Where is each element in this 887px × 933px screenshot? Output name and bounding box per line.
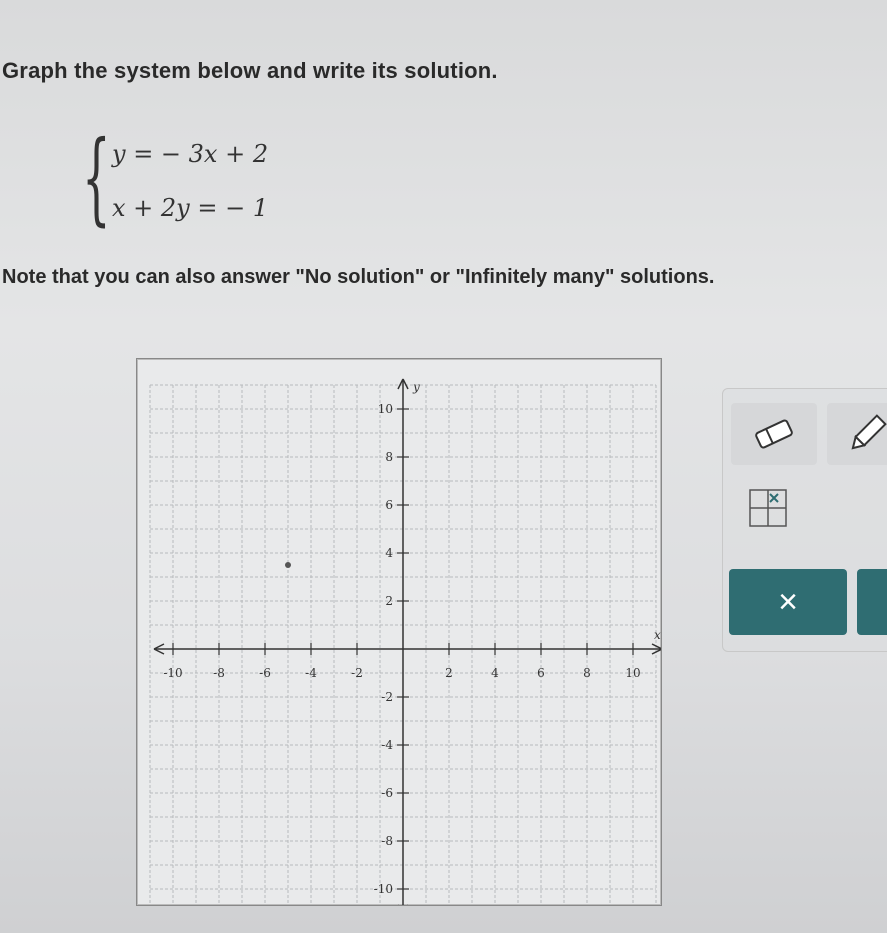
graph-tool-button[interactable] [743,483,793,533]
y-tick-label: -10 [373,882,393,896]
y-tick-label: 8 [385,450,393,464]
pencil-icon [845,412,887,456]
y-axis-label: y [413,380,420,394]
y-tick-label: 2 [385,594,393,608]
y-tick-label: -6 [381,786,393,800]
equation-system [82,119,312,238]
plotted-point [285,562,291,568]
x-tick-label: -10 [163,666,183,680]
note-text: Note that you can also answer "No solution" or "Infinitely many" solutions. [2,266,715,288]
x-tick-label: -2 [351,666,363,680]
x-tick-label: 6 [537,666,545,680]
y-tick-label: -4 [381,738,393,752]
eraser-icon [751,417,797,451]
y-tick-label: 6 [385,498,393,512]
y-tick-label: -8 [381,834,393,848]
coordinate-grid[interactable] [137,359,661,905]
equation-2: x + 2y = − 1 [112,194,269,222]
pencil-button[interactable] [827,403,887,465]
x-tick-label: 10 [625,666,641,680]
equation-1: y = − 3x + 2 [112,140,269,168]
y-tick-label: 10 [377,402,393,416]
tool-panel [722,388,887,652]
x-axis-label: x [654,628,661,642]
prompt-text: Graph the system below and write its solution. [2,58,498,83]
y-tick-label: -2 [381,690,393,704]
grid-icon [748,488,788,528]
x-tick-label: 8 [583,666,591,680]
check-button[interactable] [857,569,887,635]
x-tick-label: -6 [259,666,271,680]
x-tick-label: -4 [305,666,317,680]
y-tick-label: 4 [385,546,393,560]
x-tick-label: 4 [491,666,499,680]
close-icon: × [778,582,798,621]
x-tick-label: 2 [445,666,453,680]
x-tick-label: -8 [213,666,225,680]
system-brace: { [82,119,111,236]
graph-canvas[interactable] [136,358,662,906]
eraser-button[interactable] [731,403,817,465]
clear-button[interactable] [729,569,847,635]
